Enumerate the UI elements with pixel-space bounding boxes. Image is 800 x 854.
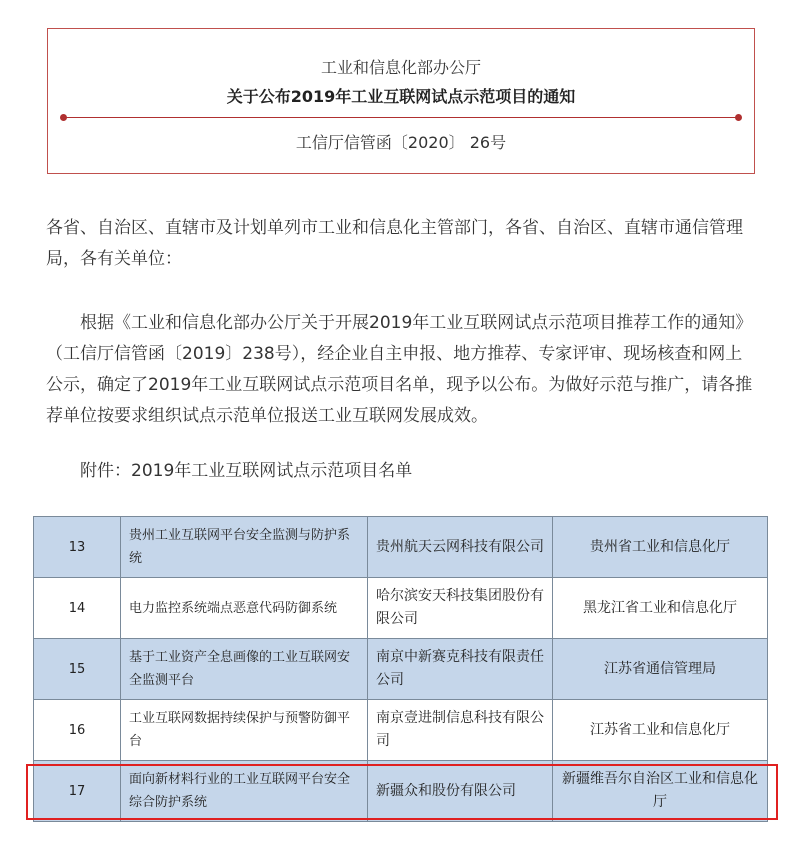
project-table [33, 516, 768, 822]
recipients-paragraph: 各省、自治区、直辖市及计划单列市工业和信息化主管部门，各省、自治区、直辖市通信管理局，各有关单位： [46, 218, 743, 269]
company-name: 新疆众和股份有限公司 [368, 761, 553, 822]
recommending-unit: 黑龙江省工业和信息化厅 [553, 578, 768, 639]
recommending-unit: 新疆维吾尔自治区工业和信息化厅 [553, 761, 768, 822]
row-number: 15 [34, 639, 121, 700]
attachment-line: 附件：2019年工业互联网试点示范项目名单 [80, 461, 413, 481]
row-number: 16 [34, 700, 121, 761]
notice-header [47, 28, 755, 174]
divider-dot-right [735, 114, 742, 121]
table-row [34, 639, 768, 700]
project-name: 电力监控系统端点恶意代码防御系统 [121, 578, 368, 639]
table-row [34, 700, 768, 761]
main-paragraph: 根据《工业和信息化部办公厅关于开展2019年工业互联网试点示范项目推荐工作的通知》（工信厅信管函〔2019〕238号），经企业自主申报、地方推荐、专家评审、现场核查和网上公示，确定了2019年工业互联网试点示范项目名单，现予以公布。为做好示范与推广，请各推荐单位按要求组织试点示范单位报送工业互联网发展成效。 [46, 313, 753, 426]
row-number: 14 [34, 578, 121, 639]
recommending-unit: 江苏省通信管理局 [553, 639, 768, 700]
row-number: 17 [34, 761, 121, 822]
document-number: 工信厅信管函〔2020〕 26号 [295, 133, 507, 152]
company-name: 南京中新赛克科技有限责任公司 [368, 639, 553, 700]
company-name: 贵州航天云网科技有限公司 [368, 517, 553, 578]
notice-title: 关于公布2019年工业互联网试点示范项目的通知 [226, 87, 576, 106]
company-name: 哈尔滨安天科技集团股份有限公司 [368, 578, 553, 639]
project-name: 工业互联网数据持续保护与预警防御平台 [121, 700, 368, 761]
table-row [34, 517, 768, 578]
recommending-unit: 贵州省工业和信息化厅 [553, 517, 768, 578]
recommending-unit: 江苏省工业和信息化厅 [553, 700, 768, 761]
table-row [34, 578, 768, 639]
divider-dot-left [60, 114, 67, 121]
divider [62, 117, 740, 118]
table-row-highlighted [34, 761, 768, 822]
row-number: 13 [34, 517, 121, 578]
project-name: 贵州工业互联网平台安全监测与防护系统 [121, 517, 368, 578]
project-name: 面向新材料行业的工业互联网平台安全综合防护系统 [121, 761, 368, 822]
company-name: 南京壹进制信息科技有限公司 [368, 700, 553, 761]
issuer: 工业和信息化部办公厅 [320, 58, 481, 77]
project-name: 基于工业资产全息画像的工业互联网安全监测平台 [121, 639, 368, 700]
